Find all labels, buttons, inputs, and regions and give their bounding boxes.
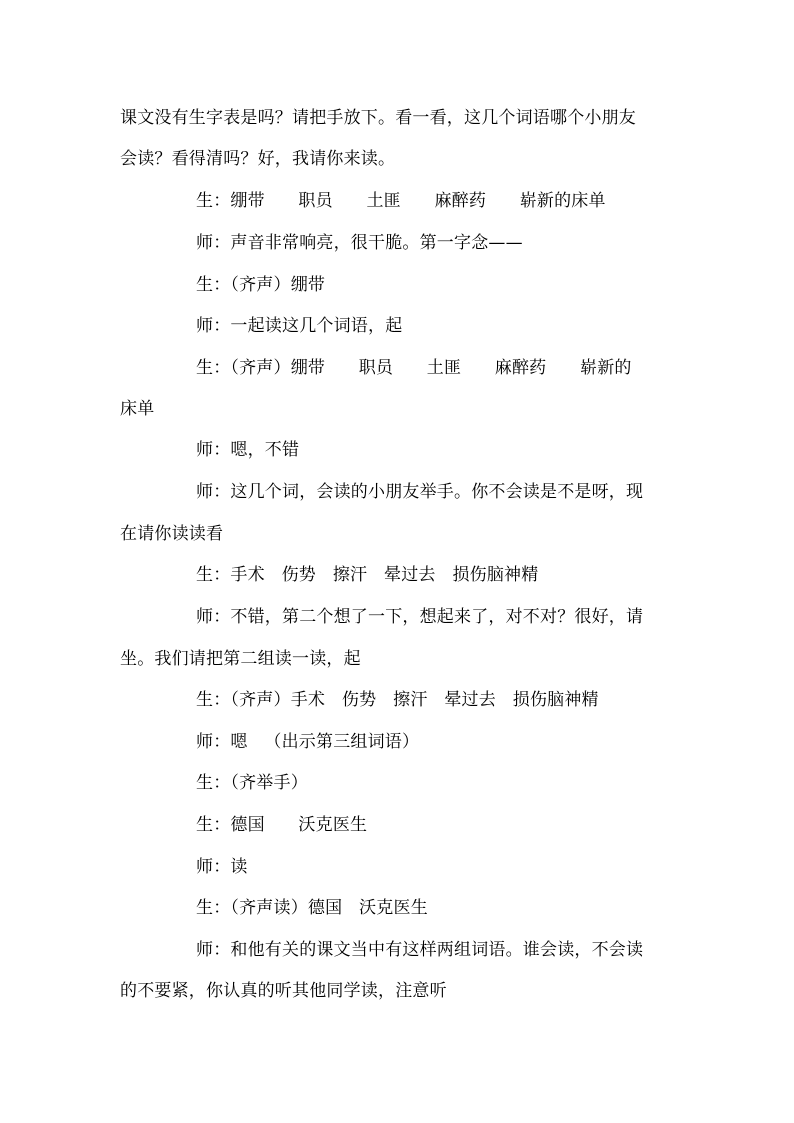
text-line: 师：和他有关的课文当中有这样两组词语。谁会读，不会读 bbox=[196, 940, 644, 960]
text-line: 生：（齐声读）德国 沃克医生 bbox=[196, 898, 428, 918]
text-line: 生：德国 沃克医生 bbox=[196, 815, 368, 835]
text-line: 床单 bbox=[120, 399, 155, 419]
text-line: 师：这几个词，会读的小朋友举手。你不会读是不是呀，现 bbox=[196, 482, 644, 502]
text-line: 师：不错，第二个想了一下，想起来了，对不对？很好，请 bbox=[196, 607, 644, 627]
text-line: 生：（齐举手） bbox=[196, 773, 308, 793]
text-line: 生：手术 伤势 擦汗 晕过去 损伤脑神精 bbox=[196, 565, 539, 585]
text-line: 师：一起读这几个词语，起 bbox=[196, 316, 403, 336]
text-line: 课文没有生字表是吗？请把手放下。看一看，这几个词语哪个小朋友 bbox=[120, 108, 636, 128]
text-line: 师：声音非常响亮，很干脆。第一字念—— bbox=[196, 233, 523, 253]
text-line: 师：嗯，不错 bbox=[196, 440, 300, 460]
text-line: 的不要紧，你认真的听其他同学读，注意听 bbox=[120, 981, 447, 1001]
text-line: 师：嗯 （出示第三组词语） bbox=[196, 732, 420, 752]
text-line: 师：读 bbox=[196, 857, 248, 877]
text-line: 生：（齐声）绷带 职员 土匪 麻醉药 崭新的 bbox=[196, 358, 632, 378]
text-line: 坐。我们请把第二组读一读，起 bbox=[120, 649, 361, 669]
text-line: 生：绷带 职员 土匪 麻醉药 崭新的床单 bbox=[196, 191, 606, 211]
text-line: 会读？看得清吗？好，我请你来读。 bbox=[120, 149, 396, 169]
text-line: 在请你读读看 bbox=[120, 524, 224, 544]
text-line: 生：（齐声）手术 伤势 擦汗 晕过去 损伤脑神精 bbox=[196, 690, 599, 710]
text-line: 生：（齐声）绷带 bbox=[196, 275, 326, 295]
